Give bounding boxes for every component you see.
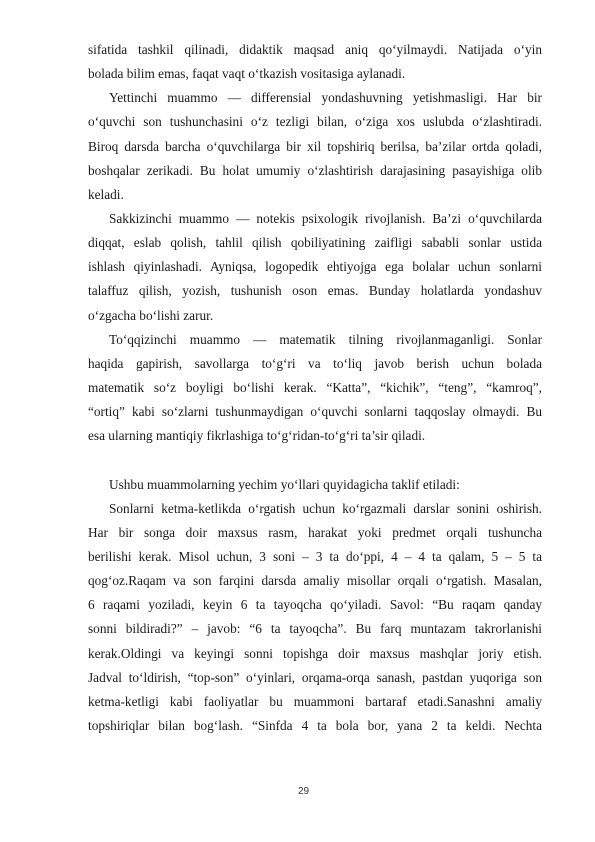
text-line: diqqat, eslab qolish, tahlil qilish qobiliyatining zaifligi sababli sonlar ustida [88, 235, 542, 251]
text-line: boshqalar zerikadi. Bu holat umumiy o‘zlashtirish darajasining pasayishiga olib [88, 162, 542, 178]
text-line: sonni bildiradi?” – javob: “6 ta tayoqcha”. Bu farq muntazam takrorlanishi [88, 621, 542, 637]
paragraph-first-line: Ushbu muammolarning yechim yo‘llari quyidagicha taklif etiladi: [109, 476, 460, 492]
text-line: bolada bilim emas, faqat vaqt o‘tkazish vositasiga aylanadi. [88, 66, 406, 82]
text-line: haqida gapirish, savollarga to‘g‘ri va to‘liq javob berish uchun bolada [88, 355, 542, 371]
text-line: “ortiq” kabi so‘zlarni tushunmaydigan o‘quvchi sonlarni taqqoslay olmaydi. Bu [88, 404, 542, 420]
text-line: esa ularning mantiqiy fikrlashiga to‘g‘ridan-to‘g‘ri ta’sir qiladi. [88, 428, 426, 444]
text-line: Jadval to‘ldirish, “top-son” o‘yinlari, orqama-orqa sanash, pastdan yuqoriga son [88, 669, 542, 685]
text-line: talaffuz qilish, yozish, tushunish oson emas. Bunday holatlarda yondashuv [88, 283, 542, 299]
paragraph-first-line: Sonlarni ketma-ketlikda o‘rgatish uchun ko‘rgazmali darslar sonini oshirish. [109, 500, 542, 516]
text-line: 6 raqami yoziladi, keyin 6 ta tayoqcha qo‘yiladi. Savol: “Bu raqam qanday [88, 597, 542, 613]
text-line: ketma-ketligi kabi faoliyatlar bu muammoni bartaraf etadi.Sanashni amaliy [88, 693, 542, 709]
text-line: keladi. [88, 186, 124, 202]
document-page [88, 38, 542, 738]
text-line: sifatida tashkil qilinadi, didaktik maqsad aniq qo‘yilmaydi. Natijada o‘yin [88, 42, 542, 57]
text-line: Biroq darsda barcha o‘quvchilarga bir xil topshiriq berilsa, ba’zilar ortda qoladi, [88, 138, 542, 154]
body-text [88, 38, 542, 738]
text-line: o‘zgacha bo‘lishi zarur. [88, 307, 214, 323]
paragraph-first-line: Sakkizinchi muammo — notekis psixologik rivojlanish. Ba’zi o‘quvchilarda [109, 210, 542, 226]
text-line: qog‘oz.Raqam va son farqini darsda amaliy misollar orqali o‘rgatish. Masalan, [88, 573, 542, 589]
paragraph-first-line: Yettinchi muammo — differensial yondashuvning yetishmasligi. Har bir [109, 90, 542, 106]
text-line: topshiriqlar bilan bog‘lash. “Sinfda 4 ta bola bor, yana 2 ta keldi. Nechta [88, 717, 542, 733]
blank-line [88, 448, 542, 472]
text-line: Har bir songa doir maxsus rasm, harakat yoki predmet orqali tushuncha [88, 524, 542, 540]
page-number: 29 [297, 786, 310, 797]
text-line: kerak.Oldingi va keyingi sonni topishga doir maxsus mashqlar joriy etish. [88, 645, 542, 661]
paragraph-first-line: To‘qqizinchi muammo — matematik tilning rivojlanmaganligi. Sonlar [109, 331, 542, 347]
text-line: ishlash qiyinlashadi. Ayniqsa, logopedik ehtiyojga ega bolalar uchun sonlarni [88, 259, 542, 275]
text-line: o‘quvchi son tushunchasini o‘z tezligi bilan, o‘ziga xos uslubda o‘zlashtiradi. [88, 114, 542, 130]
text-line: berilishi kerak. Misol uchun, 3 soni – 3 ta do‘ppi, 4 – 4 ta qalam, 5 – 5 ta [88, 548, 542, 564]
text-line: matematik so‘z boyligi bo‘lishi kerak. “Katta”, “kichik”, “teng”, “kamroq”, [88, 379, 542, 395]
